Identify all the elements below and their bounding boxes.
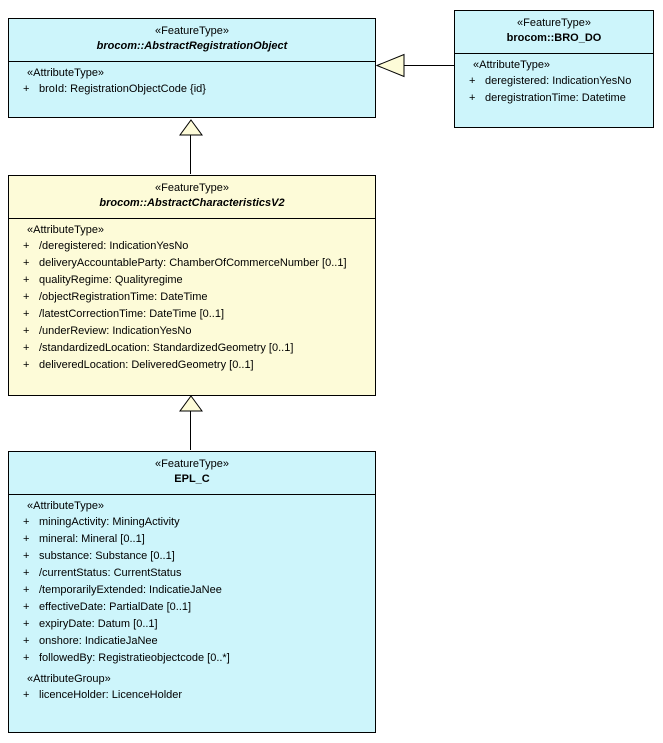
attributes-compartment [9, 495, 375, 710]
attribute-text: licenceHolder: LicenceHolder [39, 688, 183, 701]
attribute-visibility: + [23, 358, 30, 371]
attribute-text: /currentStatus: CurrentStatus [39, 566, 182, 579]
attributes-compartment [9, 219, 375, 380]
attribute-text: miningActivity: MiningActivity [39, 515, 180, 528]
class-stereotype: «FeatureType» [155, 182, 229, 194]
attribute-visibility: + [23, 583, 30, 596]
class-header [455, 11, 653, 53]
attribute-row [9, 306, 375, 323]
attribute-text: /temporarilyExtended: IndicatieJaNee [39, 583, 222, 596]
class-header [9, 176, 375, 218]
attribute-text: onshore: IndicatieJaNee [39, 634, 158, 647]
attribute-visibility: + [23, 651, 30, 664]
attributes-compartment [9, 62, 375, 104]
class-name: brocom::AbstractRegistrationObject [96, 39, 288, 52]
attribute-row [9, 255, 375, 272]
attribute-row [9, 238, 375, 255]
attribute-text: deregistrationTime: Datetime [485, 91, 626, 104]
attribute-visibility: + [23, 617, 30, 630]
attribute-visibility: + [23, 549, 30, 562]
attribute-text: broId: RegistrationObjectCode {id} [39, 82, 206, 95]
compartment-title: «AttributeType» [27, 499, 105, 512]
attribute-visibility: + [23, 515, 30, 528]
attribute-visibility: + [23, 634, 30, 647]
attribute-row [9, 289, 375, 306]
attribute-visibility: + [23, 290, 30, 303]
attribute-row [9, 650, 375, 667]
attribute-text: followedBy: Registratieobjectcode [0..*] [39, 651, 230, 664]
attribute-visibility: + [23, 324, 30, 337]
class-name: brocom::BRO_DO [506, 31, 602, 44]
attribute-row [9, 531, 375, 548]
attribute-text: deliveredLocation: DeliveredGeometry [0..1] [39, 358, 254, 371]
compartment-title: «AttributeGroup» [27, 672, 111, 685]
class-abstract-characteristics-v2[interactable] [8, 175, 376, 396]
attribute-visibility: + [23, 273, 30, 286]
attribute-visibility: + [23, 532, 30, 545]
class-header [9, 452, 375, 494]
compartment-title: «AttributeType» [473, 58, 551, 71]
attribute-text: qualityRegime: Qualityregime [39, 273, 183, 286]
generalization-arrowhead-bro-do [376, 54, 406, 78]
attributes-compartment [455, 54, 653, 113]
attribute-visibility: + [23, 239, 30, 252]
attribute-row [9, 514, 375, 531]
class-abstract-registration-object[interactable] [8, 18, 376, 118]
attribute-row [9, 633, 375, 650]
class-header [9, 19, 375, 61]
attribute-row [9, 599, 375, 616]
attribute-visibility: + [469, 91, 476, 104]
class-stereotype: «FeatureType» [155, 458, 229, 470]
class-stereotype: «FeatureType» [155, 25, 229, 37]
attribute-text: substance: Substance [0..1] [39, 549, 175, 562]
attribute-row [9, 340, 375, 357]
generalization-line-epl-c [190, 411, 191, 450]
class-name: EPL_C [174, 472, 210, 485]
attribute-visibility: + [23, 82, 30, 95]
attribute-text: expiryDate: Datum [0..1] [39, 617, 158, 630]
attribute-text: /latestCorrectionTime: DateTime [0..1] [39, 307, 225, 320]
attribute-row [9, 272, 375, 289]
attribute-row [9, 565, 375, 582]
attribute-visibility: + [23, 566, 30, 579]
attribute-row [9, 357, 375, 374]
generalization-line-bro-do [404, 65, 454, 66]
attribute-visibility: + [23, 307, 30, 320]
attribute-text: mineral: Mineral [0..1] [39, 532, 145, 545]
generalization-arrowhead-characteristics [179, 120, 203, 136]
attribute-text: effectiveDate: PartialDate [0..1] [39, 600, 192, 613]
attribute-row [455, 73, 653, 90]
attribute-text: /standardizedLocation: StandardizedGeometry [0..1] [39, 341, 294, 354]
attribute-text: /underReview: IndicationYesNo [39, 324, 192, 337]
class-stereotype: «FeatureType» [517, 17, 591, 29]
attribute-visibility: + [469, 74, 476, 87]
generalization-line-characteristics [190, 135, 191, 174]
attribute-text: deliveryAccountableParty: ChamberOfCommerceNumber [0..1] [39, 256, 347, 269]
attribute-row [9, 81, 375, 98]
class-epl-c[interactable] [8, 451, 376, 733]
class-bro-do[interactable] [454, 10, 654, 128]
attribute-row [9, 323, 375, 340]
attribute-text: /objectRegistrationTime: DateTime [39, 290, 208, 303]
attribute-row [9, 548, 375, 565]
compartment-title: «AttributeType» [27, 66, 105, 79]
class-name: brocom::AbstractCharacteristicsV2 [99, 196, 285, 209]
attribute-visibility: + [23, 341, 30, 354]
generalization-arrowhead-epl-c [179, 396, 203, 412]
attribute-visibility: + [23, 256, 30, 269]
attribute-row [455, 90, 653, 107]
attribute-visibility: + [23, 600, 30, 613]
attribute-text: /deregistered: IndicationYesNo [39, 239, 189, 252]
attribute-text: deregistered: IndicationYesNo [485, 74, 632, 87]
attribute-row [9, 616, 375, 633]
attribute-row [9, 687, 375, 704]
attribute-visibility: + [23, 688, 30, 701]
compartment-title: «AttributeType» [27, 223, 105, 236]
attribute-row [9, 582, 375, 599]
